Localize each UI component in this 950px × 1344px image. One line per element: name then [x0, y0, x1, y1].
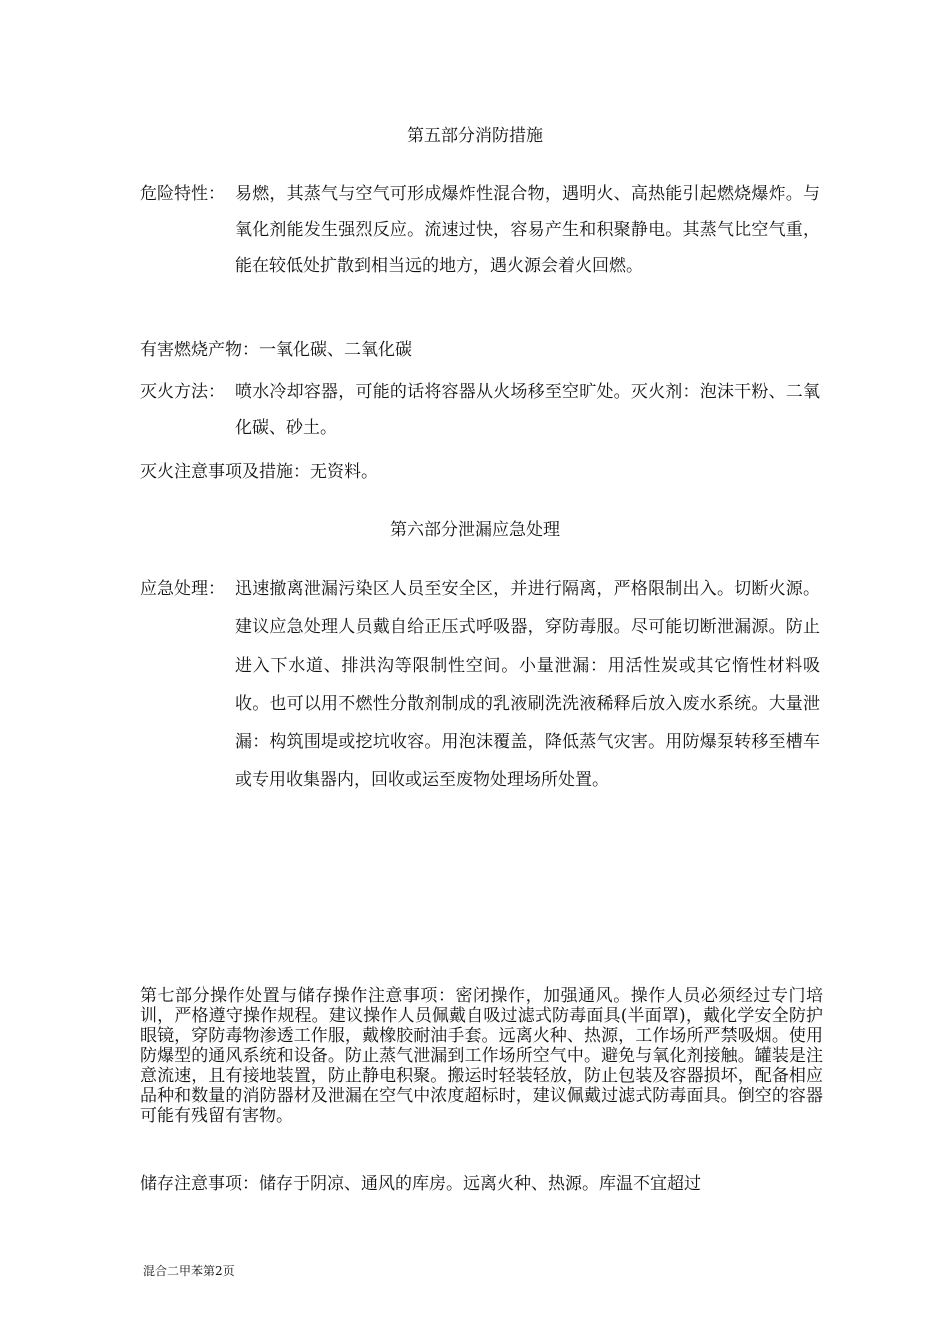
- emergency-label: 应急处理：: [140, 579, 225, 599]
- combustion-products: 有害燃烧产物：一氧化碳、二氧化碳: [140, 340, 412, 360]
- firefighting-notes: 灭火注意事项及措施：无资料。: [140, 462, 378, 482]
- section6-title: 第六部分泄漏应急处理: [390, 520, 560, 540]
- emergency-text: 迅速撤离泄漏污染区人员至安全区，并进行隔离，严格限制出入。切断火源。建议应急处理人员戴自给正压式呼吸器，穿防毒服。尽可能切断泄漏源。防止进入下水道、排洪沟等限制性空间。小量泄漏：用活性炭或其它惰性材料吸收。也可以用不燃性分散剂制成的乳液刷洗洗液稀释后放入废水系统。大量泄漏：构筑围堤或挖坑收容。用泡沫覆盖，降低蒸气灾害。用防爆泵转移至槽车或专用收集器内，回收或运至废物处理场所处置。: [235, 579, 820, 791]
- page-footer: 混合二甲苯第2页: [143, 1264, 235, 1278]
- storage-notes: 储存注意事项：储存于阴凉、通风的库房。远离火种、热源。库温不宜超过: [140, 1174, 701, 1194]
- section7-paragraph: 第七部分操作处置与储存操作注意事项：密闭操作，加强通风。操作人员必须经过专门培训，严格遵守操作规程。建议操作人员佩戴自吸过滤式防毒面具(半面罩)，戴化学安全防护眼镜，穿防毒物渗透工作服，戴橡胶耐油手套。远离火种、热源，工作场所严禁吸烟。使用防爆型的通风系统和设备。防止蒸气泄漏到工作场所空气中。避免与氧化剂接触。罐装是注意流速，且有接地装置，防止静电积聚。搬运时轻装轻放，防止包装及容器损坏，配备相应品种和数量的消防器材及泄漏在空气中浓度超标时，建议佩戴过滤式防毒面具。倒空的容器可能有残留有害物。: [140, 986, 823, 1126]
- hazard-text: 易燃，其蒸气与空气可形成爆炸性混合物，遇明火、高热能引起燃烧爆炸。与氧化剂能发生强烈反应。流速过快，容易产生和积聚静电。其蒸气比空气重，能在较低处扩散到相当远的地方，遇火源会着火回燃。: [235, 184, 820, 276]
- emergency-handling: [140, 570, 820, 800]
- extinguishing-method: [140, 374, 820, 446]
- hazard-characteristics: [140, 176, 820, 284]
- method-text: 喷水冷却容器，可能的话将容器从火场移至空旷处。灭火剂：泡沫干粉、二氧化碳、砂土。: [235, 382, 820, 438]
- method-label: 灭火方法：: [140, 382, 225, 402]
- section5-title: 第五部分消防措施: [407, 126, 543, 146]
- hazard-label: 危险特性：: [140, 184, 225, 204]
